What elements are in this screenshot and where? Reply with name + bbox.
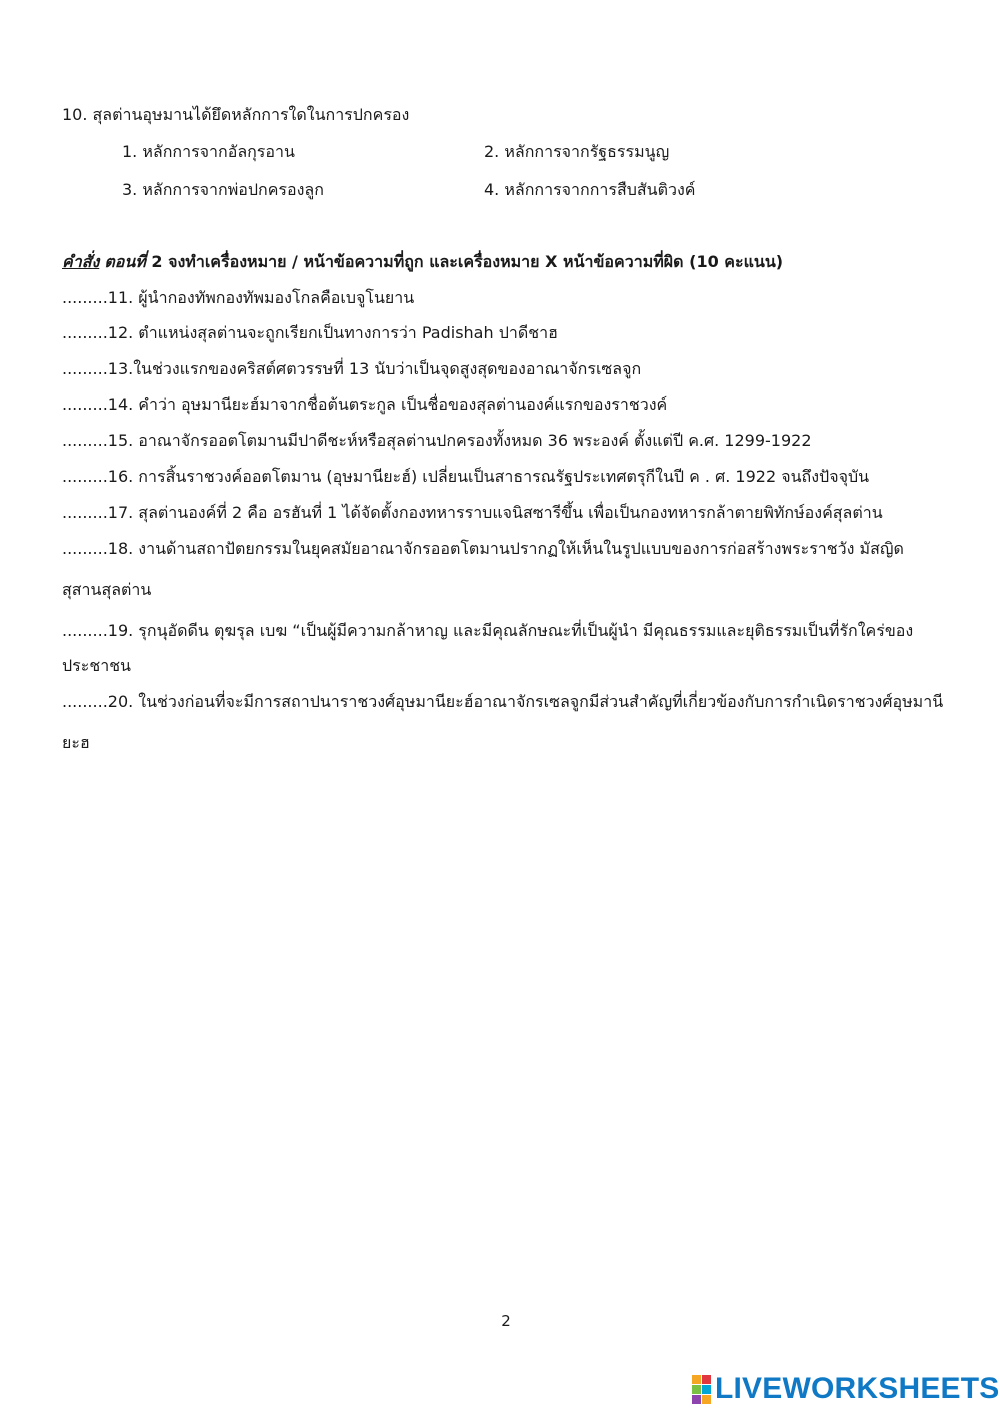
item-17: .........17. สุลต่านองค์ที่ 2 คือ อรฮันที่ 1 ได้จัดตั้งกองทหารราบแจนิสซารีขึ้น เพื่อเป็นกองทหารกล้าตายพิทักษ์องค์สุลต่าน — [62, 503, 883, 522]
item-12: .........12. ตำแหน่งสุลต่านจะถูกเรียกเป็นทางการว่า Padishah ปาดีชาฮ — [62, 323, 558, 342]
question-10-option-3: 3. หลักการจากพ่อปกครองลูก — [122, 180, 324, 199]
item-13: .........13.ในช่วงแรกของคริสต์ศตวรรษที่ 13 นับว่าเป็นจุดสูงสุดของอาณาจักรเซลจูก — [62, 359, 642, 378]
question-10-text: 10. สุลต่านอุษมานได้ยึดหลักการใดในการปกครอง — [62, 105, 410, 124]
item-14: .........14. คำว่า อุษมานียะฮ์มาจากชื่อต้นตระกูล เป็นชื่อของสุลต่านองค์แรกของราชวงค์ — [62, 395, 668, 414]
item-18-continued: สุสานสุลต่าน — [62, 580, 152, 599]
question-10-option-4: 4. หลักการจากการสืบสันติวงค์ — [484, 180, 696, 199]
liveworksheets-logo-icon — [692, 1375, 711, 1404]
question-10-option-2: 2. หลักการจากรัฐธรรมนูญ — [484, 142, 670, 161]
instruction-command: คำสั่ง — [62, 252, 100, 271]
question-10-option-1: 1. หลักการจากอัลกุรอาน — [122, 142, 295, 161]
liveworksheets-logo-text: LIVEWORKSHEETS — [715, 1372, 1000, 1405]
page-number: 2 — [501, 1312, 511, 1330]
item-20-continued: ยะฮ — [62, 733, 90, 752]
item-19: .........19. รุกนุอัดดีน ตุฆรุล เบฆ “เป็นผู้มีความกล้าหาญ และมีคุณลักษณะที่เป็นผู้นำ มีคุณธรรมและยุติธรรมเป็นที่รักใคร่ของ — [62, 621, 914, 640]
liveworksheets-logo — [692, 1374, 1000, 1404]
item-18: .........18. งานด้านสถาปัตยกรรมในยุคสมัยอาณาจักรออตโตมานปรากฏให้เห็นในรูปแบบของการก่อสร้างพระราชวัง มัสญิด — [62, 539, 904, 558]
instruction-line — [62, 252, 783, 272]
item-15: .........15. อาณาจักรออตโตมานมีปาดีชะห์หรือสุลต่านปกครองทั้งหมด 36 พระองค์ ตั้งแต่ปี ค.ศ. 1299-1922 — [62, 431, 812, 450]
item-20: .........20. ในช่วงก่อนที่จะมีการสถาปนาราชวงศ์อุษมานียะฮ์อาณาจักรเซลจูกมีส่วนสำคัญที่เกี่ยวข้องกับการกำเนิดราชวงศ์อุษมานี — [62, 692, 944, 711]
instruction-part: ตอนที่ — [104, 252, 146, 271]
item-19-continued: ประชาชน — [62, 656, 131, 675]
instruction-text: 2 จงทำเครื่องหมาย / หน้าข้อความที่ถูก และเครื่องหมาย X หน้าข้อความที่ผิด (10 คะแนน) — [145, 252, 784, 271]
item-16: .........16. การสิ้นราชวงค์ออตโตมาน (อุษมานียะฮ์) เปลี่ยนเป็นสาธารณรัฐประเทศตรุกีในปี ค . ศ. 1922 จนถึงปัจจุบัน — [62, 467, 870, 486]
item-11: .........11. ผู้นำกองทัพกองทัพมองโกลคือเบจูโนยาน — [62, 288, 415, 307]
